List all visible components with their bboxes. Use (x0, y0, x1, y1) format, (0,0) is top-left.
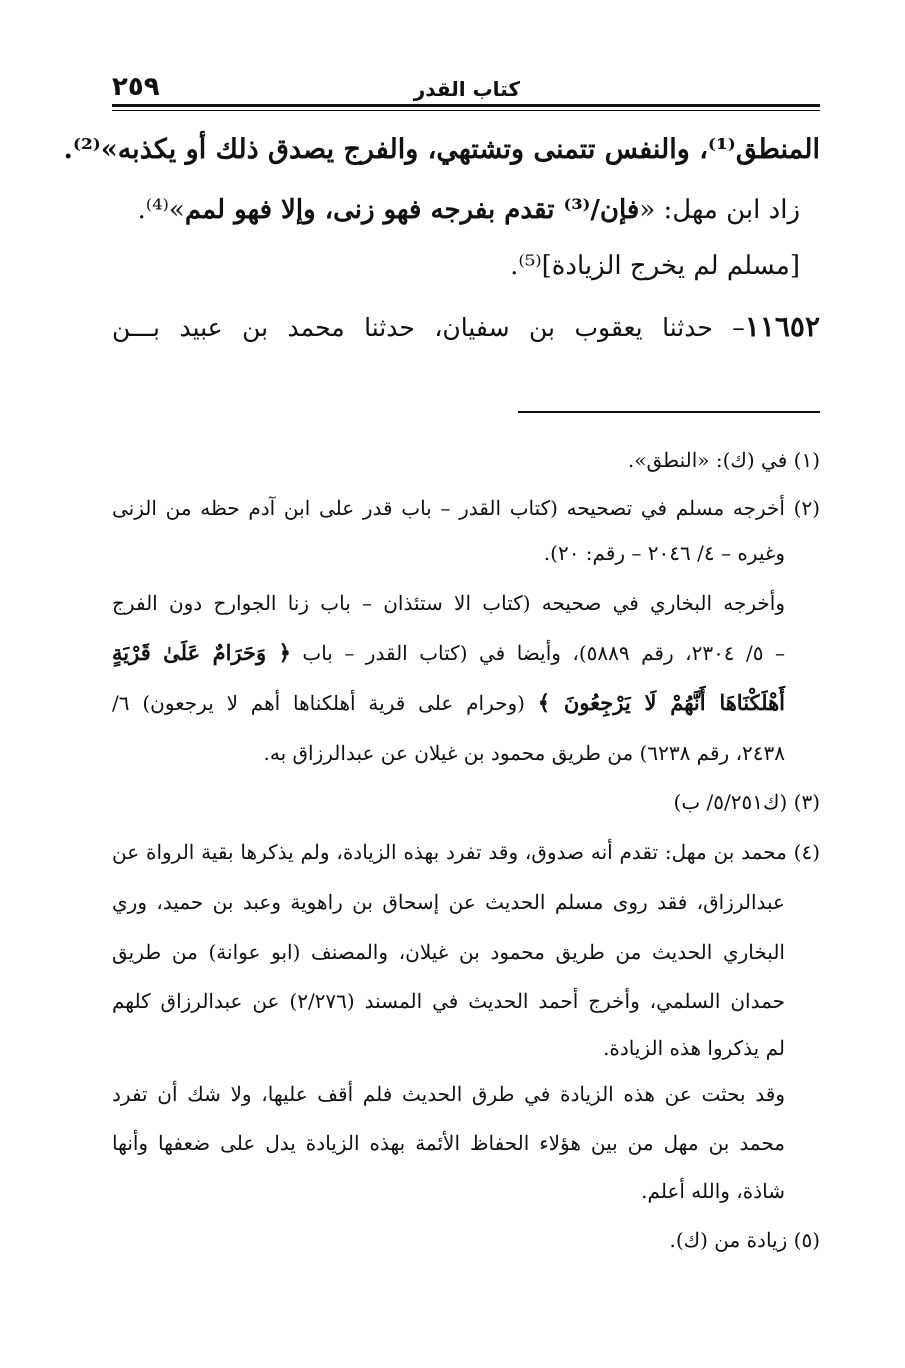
footnote-4-line-1: (٤) محمد بن مهل: تقدم أنه صدوق، وقد تفرد بهذه الزيادة، ولم يذكرها بقية الرواة عن (112, 840, 820, 864)
footnote-3: (٣) (ك٥/٢٥١/ ب) (673, 790, 820, 814)
footnote-2-line-4-text: – ٥/ ٢٣٠٤، رقم ٥٨٨٩)، وأيضا في (كتاب القدر – باب (302, 641, 786, 665)
quran-verse-part-1: ﴿ وَحَرَامٌ عَلَىٰ قَرْيَةٍ (112, 640, 291, 665)
footnote-2-line-6: ٢٤٣٨، رقم ٦٢٣٨) من طريق محمود بن غيلان عن عبدالرزاق به. (263, 741, 785, 765)
main-line-4-text: – حدثنا يعقوب بن سفيان، حدثنا محمد بن عبيد بـــن (112, 313, 745, 342)
footnote-4-line-7: محمد بن مهل من بين هؤلاء الحفاظ الأئمة بهذه الزيادة يدل على ضعفها وأنها (112, 1131, 785, 1155)
footnote-separator (518, 411, 820, 413)
running-header (112, 72, 820, 102)
footnote-2-line-2: وغيره – ٤/ ٢٠٤٦ – رقم: ٢٠). (543, 541, 785, 565)
main-line-2 (112, 188, 800, 232)
main-line-3: [مسلم لم يخرج الزيادة]⁽⁵⁾. (510, 251, 800, 281)
main-line-2-prefix: زاد ابن مهل: « (639, 195, 800, 225)
footnote-2-line-5 (112, 689, 785, 717)
footnote-4-line-2: عبدالرزاق، فقد روى مسلم الحديث عن إسحاق بن راهوية وعبد بن حميد، وري (112, 890, 785, 914)
main-line-4 (112, 305, 820, 350)
main-line-2-suffix: »⁽⁴⁾. (137, 195, 185, 225)
main-line-1: المنطق⁽¹⁾، والنفس تتمنى وتشتهي، والفرج يصدق ذلك أو يكذبه»⁽²⁾. (63, 134, 820, 165)
footnote-2-line-3: وأخرجه البخاري في صحيحه (كتاب الا ستئذان – باب زنا الجوارح دون الفرج (112, 591, 785, 615)
hadith-number: ١١٦٥٢ (744, 310, 820, 343)
chapter-title: كتاب القدر (413, 77, 520, 101)
footnote-2-line-5-text: (وحرام على قرية أهلكناها أهم لا يرجعون) ٦/ (112, 691, 525, 715)
footnote-2-line-4 (112, 639, 785, 667)
header-rule-thin (112, 110, 820, 111)
footnote-4-line-4: حمدان السلمي، وأخرج أحمد الحديث في المسند (٢/٢٧٦) عن عبدالرزاق كلهم (112, 989, 786, 1013)
footnote-1: (١) في (ك): «النطق». (627, 448, 820, 472)
page-number: ٢٥٩ (112, 72, 160, 102)
footnote-4-line-6: وقد بحثت عن هذه الزيادة في طرق الحديث فلم أقف عليها، ولا شك أن تفرد (112, 1082, 785, 1106)
footnote-4-line-8: شاذة، والله أعلم. (641, 1179, 785, 1203)
quran-verse-part-2: أَهْلَكْنَاهَا أَنَّهُمْ لَا يَرْجِعُونَ ﴾ (537, 690, 785, 715)
footnote-4-line-5: لم يذكروا هذه الزيادة. (603, 1036, 785, 1060)
main-line-2-bold: فإن/⁽³⁾ تقدم بفرجه فهو زنى، وإلا فهو لمم (184, 195, 640, 225)
footnote-5: (٥) زيادة من (ك). (669, 1228, 820, 1252)
footnote-4-line-3: البخاري الحديث من طريق محمود بن غيلان، والمصنف (ابو عوانة) من طريق (112, 940, 785, 964)
header-rule-thick (112, 104, 820, 107)
footnote-2-line-1: (٢) أخرجه مسلم في تصحيحه (كتاب القدر – باب قدر على ابن آدم حظه من الزنى (112, 496, 820, 520)
